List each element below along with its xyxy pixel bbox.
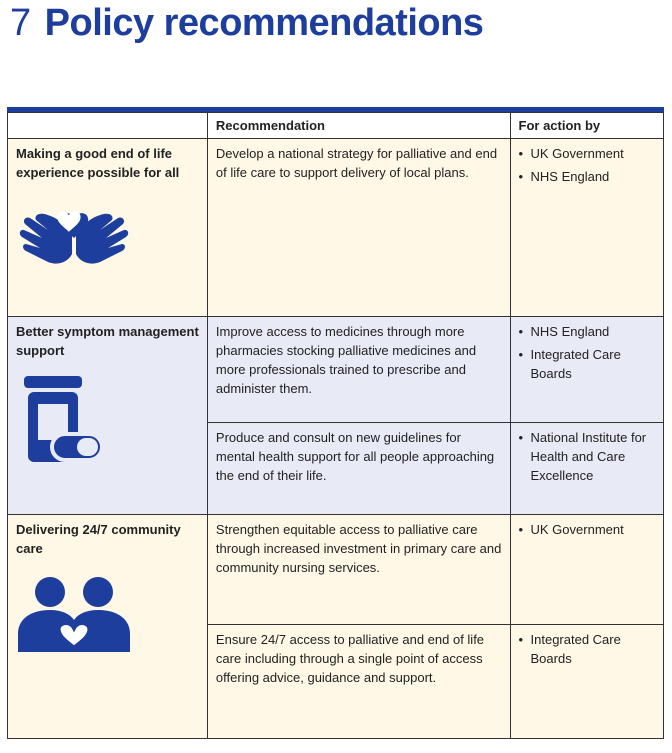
actors-cell [510,139,663,317]
list-item: • NHS England [519,167,655,186]
table-row [8,139,664,317]
area-label: Delivering 24/7 community care [16,522,181,556]
policy-table [7,112,664,739]
area-label: Making a good end of life experience possible for all [16,146,180,180]
actors-list [519,630,655,668]
table-row [8,515,664,625]
table-row [8,317,664,423]
header-action: For action by [510,113,663,139]
actors-list [519,322,655,383]
header-recommendation: Recommendation [207,113,510,139]
list-item: • UK Government [519,144,655,163]
list-item: • Integrated Care Boards [519,345,655,383]
actors-cell [510,423,663,515]
recommendation-cell: Ensure 24/7 access to palliative and end of life care including through a single point of access offering advice, guidance and support. [207,625,510,739]
area-cell [8,139,208,317]
actors-cell [510,317,663,423]
actors-list [519,428,655,485]
recommendation-cell: Improve access to medicines through more pharmacies stocking palliative medicines and more professionals trained to prescribe and administer them. [207,317,510,423]
hands-heart-icon [18,196,130,268]
list-item: • NHS England [519,322,655,341]
section-number: 7 [10,2,31,44]
actors-list [519,520,655,539]
actors-list [519,144,655,186]
medicine-bottle-icon [18,376,108,472]
section-title: Policy recommendations [44,2,484,44]
table-header-row [8,113,664,139]
area-label: Better symptom management support [16,324,199,358]
recommendation-cell: Develop a national strategy for palliative and end of life care to support delivery of local plans. [207,139,510,317]
people-heart-icon [18,576,130,652]
actors-cell [510,515,663,625]
actors-cell [510,625,663,739]
section-heading [10,2,483,45]
list-item: • UK Government [519,520,655,539]
recommendation-cell: Produce and consult on new guidelines for mental health support for all people approaching the end of their life. [207,423,510,515]
header-area [8,113,208,139]
area-cell [8,515,208,739]
list-item: • Integrated Care Boards [519,630,655,668]
recommendation-cell: Strengthen equitable access to palliative care through increased investment in primary care and community nursing services. [207,515,510,625]
list-item: • National Institute for Health and Care Excellence [519,428,655,485]
area-cell [8,317,208,515]
